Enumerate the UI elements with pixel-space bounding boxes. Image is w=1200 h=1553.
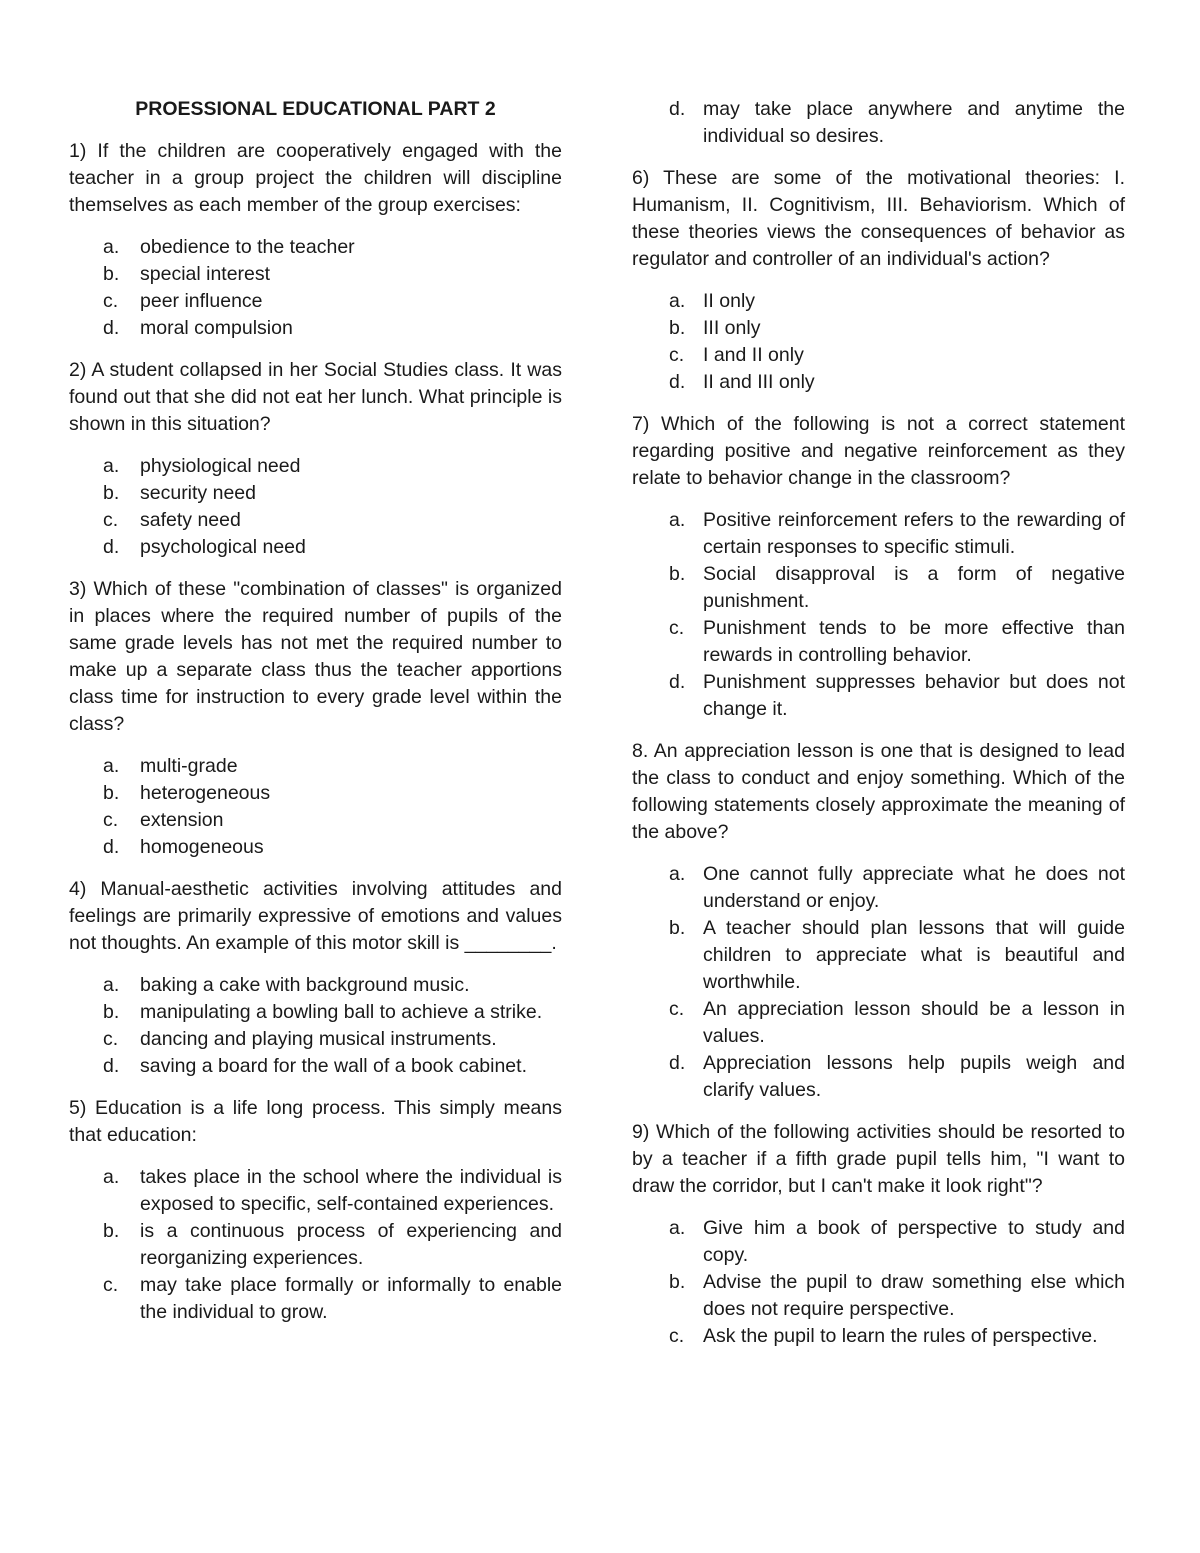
option-item xyxy=(69,807,562,834)
option-letter: c. xyxy=(103,1028,119,1050)
option-letter: c. xyxy=(669,617,685,639)
option-letter: b. xyxy=(103,482,120,504)
option-letter: a. xyxy=(103,236,120,258)
option-letter: a. xyxy=(669,863,686,885)
option-text: obedience to the teacher xyxy=(140,236,355,258)
option-text: dancing and playing musical instruments. xyxy=(140,1028,497,1050)
option-letter: b. xyxy=(103,1220,120,1242)
option-letter: d. xyxy=(103,836,120,858)
question-5 xyxy=(69,1095,562,1326)
option-letter: d. xyxy=(103,1055,120,1077)
page-title: PROESSIONAL EDUCATIONAL PART 2 xyxy=(135,98,496,120)
option-text: Appreciation lessons help pupils weigh and clarify values. xyxy=(703,1052,1125,1101)
option-text: II and III only xyxy=(703,371,815,393)
option-item xyxy=(632,96,1125,150)
question-stem: 5) Education is a life long process. This simply means that education: xyxy=(69,1097,562,1146)
option-letter: c. xyxy=(103,509,119,531)
option-text: security need xyxy=(140,482,256,504)
option-item xyxy=(69,999,562,1026)
option-letter: d. xyxy=(669,1052,686,1074)
question-5-continued xyxy=(632,96,1125,150)
option-item xyxy=(632,369,1125,396)
option-item xyxy=(69,507,562,534)
option-item xyxy=(69,1164,562,1218)
option-item xyxy=(632,615,1125,669)
option-item xyxy=(632,561,1125,615)
option-item xyxy=(632,996,1125,1050)
option-text: may take place anywhere and anytime the individual so desires. xyxy=(703,98,1125,147)
option-text: Social disapproval is a form of negative punishment. xyxy=(703,563,1125,612)
option-letter: a. xyxy=(669,290,686,312)
option-item xyxy=(69,1218,562,1272)
option-letter: c. xyxy=(669,998,685,1020)
question-stem: 6) These are some of the motivational theories: I. Humanism, II. Cognitivism, III. Behaviorism. Which of these theories views the consequences of behavior as regulator and controller of an individual's action? xyxy=(632,167,1125,270)
option-text: takes place in the school where the individual is exposed to specific, self-contained experiences. xyxy=(140,1166,562,1215)
option-text: Punishment suppresses behavior but does not change it. xyxy=(703,671,1125,720)
option-item xyxy=(632,507,1125,561)
option-item xyxy=(69,1272,562,1326)
option-text: heterogeneous xyxy=(140,782,271,804)
option-text: psychological need xyxy=(140,536,306,558)
option-letter: a. xyxy=(669,1217,686,1239)
question-stem: 9) Which of the following activities should be resorted to by a teacher if a fifth grade pupil tells him, "I want to draw the corridor, but I can't make it look right"? xyxy=(632,1121,1125,1197)
option-letter: b. xyxy=(669,317,686,339)
option-letter: b. xyxy=(103,1001,120,1023)
option-letter: c. xyxy=(103,809,119,831)
option-text: Give him a book of perspective to study and copy. xyxy=(703,1217,1125,1266)
option-item xyxy=(632,1323,1125,1350)
option-item xyxy=(69,780,562,807)
right-column xyxy=(632,96,1125,1365)
option-list xyxy=(632,507,1125,723)
question-9 xyxy=(632,1119,1125,1350)
option-letter: b. xyxy=(669,917,686,939)
question-stem: 7) Which of the following is not a correct statement regarding positive and negative reinforcement as they relate to behavior change in the classroom? xyxy=(632,413,1125,489)
option-text: special interest xyxy=(140,263,271,285)
option-letter: d. xyxy=(669,671,686,693)
option-item xyxy=(69,1053,562,1080)
option-item xyxy=(632,1050,1125,1104)
option-text: An appreciation lesson should be a lesson in values. xyxy=(703,998,1125,1047)
option-text: moral compulsion xyxy=(140,317,293,339)
question-8 xyxy=(632,738,1125,1104)
option-text: is a continuous process of experiencing and reorganizing experiences. xyxy=(140,1220,562,1269)
option-item xyxy=(69,834,562,861)
option-letter: b. xyxy=(103,263,120,285)
option-text: Advise the pupil to draw something else which does not require perspective. xyxy=(703,1271,1125,1320)
question-stem: 2) A student collapsed in her Social Studies class. It was found out that she did not eat her lunch. What principle is shown in this situation? xyxy=(69,359,562,435)
option-text: saving a board for the wall of a book cabinet. xyxy=(140,1055,527,1077)
question-stem: 4) Manual-aesthetic activities involving attitudes and feelings are primarily expressive of emotions and values not thoughts. An example of this motor skill is ________. xyxy=(69,878,562,954)
option-item xyxy=(632,288,1125,315)
option-letter: d. xyxy=(103,317,120,339)
option-letter: c. xyxy=(103,290,119,312)
option-list xyxy=(69,453,562,561)
option-text: II only xyxy=(703,290,756,312)
option-text: Ask the pupil to learn the rules of perspective. xyxy=(703,1325,1098,1347)
option-item xyxy=(69,480,562,507)
option-item xyxy=(69,753,562,780)
option-item xyxy=(69,315,562,342)
option-item xyxy=(69,534,562,561)
option-list xyxy=(69,972,562,1080)
option-letter: b. xyxy=(669,563,686,585)
option-letter: c. xyxy=(669,1325,685,1347)
option-list xyxy=(632,861,1125,1104)
option-text: Punishment tends to be more effective than rewards in controlling behavior. xyxy=(703,617,1125,666)
option-list xyxy=(632,96,1125,150)
option-list xyxy=(69,753,562,861)
option-item xyxy=(69,288,562,315)
option-letter: b. xyxy=(669,1271,686,1293)
option-text: manipulating a bowling ball to achieve a strike. xyxy=(140,1001,543,1023)
option-text: may take place formally or informally to enable the individual to grow. xyxy=(140,1274,562,1323)
option-item xyxy=(69,453,562,480)
option-text: Positive reinforcement refers to the rewarding of certain responses to specific stimuli. xyxy=(703,509,1125,558)
option-letter: a. xyxy=(103,974,120,996)
option-text: multi-grade xyxy=(140,755,238,777)
option-item xyxy=(69,234,562,261)
option-item xyxy=(632,915,1125,996)
option-text: One cannot fully appreciate what he does not understand or enjoy. xyxy=(703,863,1125,912)
option-text: safety need xyxy=(140,509,241,531)
option-letter: c. xyxy=(669,344,685,366)
option-item xyxy=(632,861,1125,915)
option-item xyxy=(632,1215,1125,1269)
option-list xyxy=(632,288,1125,396)
option-letter: d. xyxy=(103,536,120,558)
option-letter: d. xyxy=(669,371,686,393)
question-7 xyxy=(632,411,1125,723)
option-item xyxy=(69,972,562,999)
question-1 xyxy=(69,138,562,342)
option-item xyxy=(632,315,1125,342)
option-item xyxy=(632,669,1125,723)
option-text: baking a cake with background music. xyxy=(140,974,470,996)
option-list xyxy=(69,234,562,342)
question-3 xyxy=(69,576,562,861)
question-stem: 3) Which of these "combination of classes" is organized in places where the required number of pupils of the same grade levels has not met the required number to make up a separate class thus the teacher apportions class time for instruction to every grade level within the class? xyxy=(69,578,562,735)
option-item xyxy=(69,1026,562,1053)
question-6 xyxy=(632,165,1125,396)
option-text: homogeneous xyxy=(140,836,264,858)
question-2 xyxy=(69,357,562,561)
left-column xyxy=(69,96,562,1341)
question-stem: 8. An appreciation lesson is one that is designed to lead the class to conduct and enjoy something. Which of the following statements closely approximate the meaning of the above? xyxy=(632,740,1125,843)
option-text: extension xyxy=(140,809,224,831)
question-4 xyxy=(69,876,562,1080)
option-text: III only xyxy=(703,317,761,339)
option-letter: a. xyxy=(103,1166,120,1188)
option-item xyxy=(69,261,562,288)
option-item xyxy=(632,1269,1125,1323)
option-text: I and II only xyxy=(703,344,804,366)
option-text: A teacher should plan lessons that will guide children to appreciate what is beautiful and worthwhile. xyxy=(703,917,1125,993)
option-letter: b. xyxy=(103,782,120,804)
option-text: physiological need xyxy=(140,455,301,477)
option-letter: a. xyxy=(669,509,686,531)
option-letter: a. xyxy=(103,755,120,777)
question-stem: 1) If the children are cooperatively engaged with the teacher in a group project the children will discipline themselves as each member of the group exercises: xyxy=(69,140,562,216)
option-list xyxy=(69,1164,562,1326)
option-letter: d. xyxy=(669,98,686,120)
option-letter: c. xyxy=(103,1274,119,1296)
option-item xyxy=(632,342,1125,369)
option-letter: a. xyxy=(103,455,120,477)
option-text: peer influence xyxy=(140,290,263,312)
option-list xyxy=(632,1215,1125,1350)
